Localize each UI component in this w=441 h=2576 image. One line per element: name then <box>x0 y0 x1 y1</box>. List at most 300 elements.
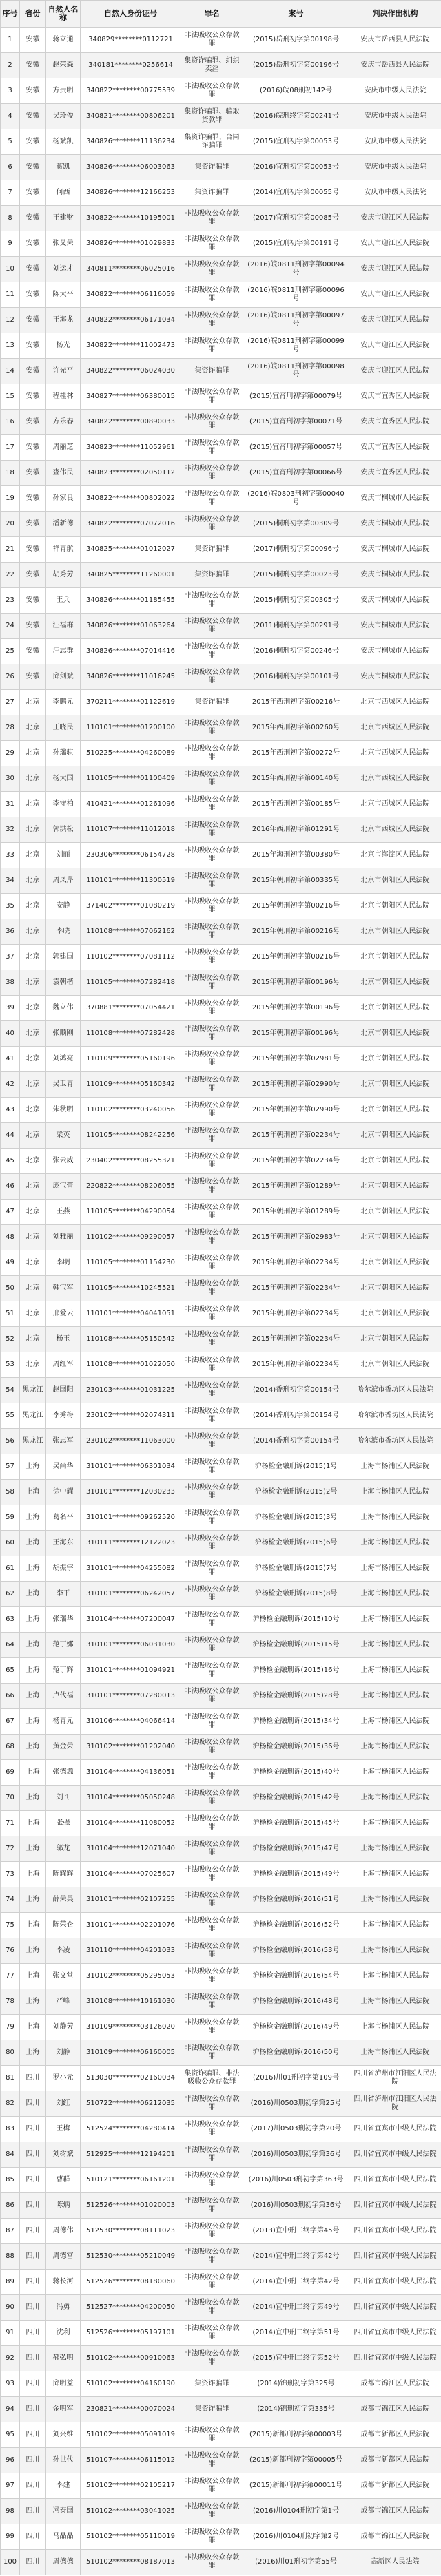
table-row <box>1 2015 441 2040</box>
cell-charge: 非法吸收公众存款罪 <box>181 664 243 690</box>
cell-province: 北京 <box>20 1072 46 1098</box>
cell-province: 上海 <box>20 1633 46 1658</box>
cell-court: 四川省宜宾市中级人民法院 <box>349 2295 441 2321</box>
cell-court: 北京市朝阳区人民法院 <box>349 1149 441 1174</box>
cell-id-number: 110105********01154230 <box>81 1250 181 1276</box>
cell-case-number: 沪杨检金融刑诉(2016)54号 <box>243 1964 349 1989</box>
header-court: 判决作出机构 <box>349 1 441 28</box>
cell-court: 北京市西城区人民法院 <box>349 766 441 792</box>
cell-court: 安庆市迎江区人民法院 <box>349 359 441 384</box>
cell-index: 4 <box>1 104 20 129</box>
cell-id-number: 310104********07200047 <box>81 1607 181 1633</box>
cell-case-number: 沪杨检金融刑诉(2015)16号 <box>243 1658 349 1684</box>
cell-court: 上海市杨浦区人民法院 <box>349 2040 441 2066</box>
cell-index: 16 <box>1 410 20 435</box>
cell-case-number: (2015)宜宵刑初字第00071号 <box>243 410 349 435</box>
cell-court: 成都市新都区人民法院 <box>349 2422 441 2448</box>
cell-province: 北京 <box>20 1301 46 1327</box>
cell-case-number: 沪杨检金融刑诉(2015)6号 <box>243 1531 349 1556</box>
cell-index: 63 <box>1 1607 20 1633</box>
cell-charge: 非法吸收公众存款罪 <box>181 2346 243 2371</box>
table-row <box>1 1021 441 1047</box>
cell-id-number: 110105********07282418 <box>81 970 181 996</box>
cell-index: 55 <box>1 1403 20 1429</box>
table-header-row <box>1 1 441 28</box>
cell-case-number: (2015)宜刑初字第00191号 <box>243 231 349 257</box>
cell-case-number: (2016)皖刑终字第00241号 <box>243 104 349 129</box>
cell-person-name: 王梅 <box>46 2117 81 2142</box>
cell-charge: 非法吸收公众存款罪 <box>181 1709 243 1735</box>
cell-index: 31 <box>1 792 20 817</box>
cell-province: 安徽 <box>20 359 46 384</box>
cell-index: 37 <box>1 945 20 970</box>
table-row <box>1 1123 441 1149</box>
cell-index: 64 <box>1 1633 20 1658</box>
cell-court: 安庆市迎江区人民法院 <box>349 333 441 359</box>
cell-court: 四川省宜宾市中级人民法院 <box>349 2168 441 2193</box>
cell-index: 12 <box>1 308 20 333</box>
cell-province: 四川 <box>20 2142 46 2168</box>
cell-case-number: (2016)川0503刑初字第36号 <box>243 2142 349 2168</box>
cell-case-number: 沪杨检金融刑诉(2015)42号 <box>243 1786 349 1811</box>
cell-province: 黑龙江 <box>20 1429 46 1454</box>
cell-province: 北京 <box>20 894 46 919</box>
cell-court: 成都市锦江区人民法院 <box>349 2524 441 2550</box>
cell-province: 北京 <box>20 766 46 792</box>
cell-case-number: (2014)香刑初字第00154号 <box>243 1429 349 1454</box>
cell-case-number: 2015年朝刑初字第02234号 <box>243 1327 349 1352</box>
table-row <box>1 1276 441 1301</box>
cell-province: 四川 <box>20 2244 46 2270</box>
cell-charge: 非法吸收公众存款罪 <box>181 1047 243 1072</box>
cell-charge: 非法吸收公众存款罪 <box>181 461 243 486</box>
cell-index: 43 <box>1 1098 20 1123</box>
cell-province: 北京 <box>20 817 46 843</box>
cell-id-number: 310102********01202040 <box>81 1735 181 1760</box>
cell-index: 39 <box>1 996 20 1021</box>
cell-case-number: (2017)桐刑初字第00096号 <box>243 537 349 563</box>
cell-charge: 非法吸收公众存款罪 <box>181 1454 243 1480</box>
cell-case-number: 2015年朝刑初字第00335号 <box>243 868 349 894</box>
cell-court: 北京市朝阳区人民法院 <box>349 1327 441 1352</box>
cell-province: 安徽 <box>20 461 46 486</box>
cell-province: 上海 <box>20 1735 46 1760</box>
cell-id-number: 340822********00775539 <box>81 78 181 104</box>
cell-index: 40 <box>1 1021 20 1047</box>
table-row <box>1 1786 441 1811</box>
cell-province: 北京 <box>20 1123 46 1149</box>
cell-index: 51 <box>1 1301 20 1327</box>
cell-case-number: 2015年海刑初字第00380号 <box>243 843 349 868</box>
cell-id-number: 340823********02050112 <box>81 461 181 486</box>
cell-charge: 非法吸收公众存款罪 <box>181 1378 243 1403</box>
cell-person-name: 吴卫青 <box>46 1072 81 1098</box>
cell-charge: 非法吸收公众存款罪 <box>181 2168 243 2193</box>
cell-index: 70 <box>1 1786 20 1811</box>
table-row <box>1 2117 441 2142</box>
cell-charge: 非法吸收公众存款罪 <box>181 2142 243 2168</box>
cell-id-number: 340822********07072016 <box>81 512 181 537</box>
header-charge: 罪名 <box>181 1 243 28</box>
cell-person-name: 张志军 <box>46 1429 81 1454</box>
cell-province: 四川 <box>20 2473 46 2499</box>
cell-person-name: 周丽芝 <box>46 435 81 461</box>
cell-court: 北京市朝阳区人民法院 <box>349 1123 441 1149</box>
cell-index: 91 <box>1 2321 20 2346</box>
table-row <box>1 180 441 206</box>
cell-id-number: 340825********11260001 <box>81 563 181 588</box>
cell-person-name: 朱秋明 <box>46 1098 81 1123</box>
cell-index: 59 <box>1 1505 20 1531</box>
cell-id-number: 370881********07054421 <box>81 996 181 1021</box>
cell-id-number: 110108********05150542 <box>81 1327 181 1352</box>
cell-id-number: 310104********04136051 <box>81 1760 181 1786</box>
cell-province: 北京 <box>20 715 46 741</box>
cell-province: 上海 <box>20 1582 46 1607</box>
cell-province: 四川 <box>20 2397 46 2422</box>
table-row <box>1 1378 441 1403</box>
cell-province: 四川 <box>20 2499 46 2524</box>
cell-id-number: 340822********06024030 <box>81 359 181 384</box>
cell-charge: 非法吸收公众存款罪 <box>181 28 243 53</box>
cell-court: 上海市杨浦区人民法院 <box>349 1633 441 1658</box>
cell-person-name: 邱剑斌 <box>46 664 81 690</box>
cell-charge: 非法吸收公众存款罪 <box>181 1200 243 1225</box>
cell-case-number: 2015年朝刑初字第00216号 <box>243 894 349 919</box>
cell-person-name: 王兵 <box>46 588 81 614</box>
cell-case-number: 2015年朝刑初字第02234号 <box>243 1276 349 1301</box>
cell-index: 86 <box>1 2193 20 2219</box>
cell-court: 安庆市岳西县人民法院 <box>349 28 441 53</box>
cell-court: 哈尔滨市香坊区人民法院 <box>349 1403 441 1429</box>
cell-province: 四川 <box>20 2550 46 2575</box>
table-row <box>1 2321 441 2346</box>
cell-case-number: 沪杨检金融刑诉(2016)51号 <box>243 1887 349 1913</box>
cell-case-number: 2015年朝刑初字第02983号 <box>243 1225 349 1250</box>
cell-charge: 非法吸收公众存款罪 <box>181 1276 243 1301</box>
cell-index: 17 <box>1 435 20 461</box>
cell-court: 安庆市桐城市人民法院 <box>349 639 441 664</box>
cell-id-number: 310104********12071040 <box>81 1836 181 1862</box>
table-row <box>1 1531 441 1556</box>
table-row <box>1 1709 441 1735</box>
table-row <box>1 1403 441 1429</box>
table-row <box>1 1225 441 1250</box>
cell-charge: 非法吸收公众存款罪 <box>181 486 243 512</box>
cell-court: 北京市朝阳区人民法院 <box>349 868 441 894</box>
cell-charge: 非法吸收公众存款罪 <box>181 1658 243 1684</box>
cell-province: 安徽 <box>20 614 46 639</box>
table-row <box>1 1505 441 1531</box>
table-row <box>1 359 441 384</box>
cell-charge: 非法吸收公众存款罪 <box>181 257 243 282</box>
cell-id-number: 512530********08111023 <box>81 2219 181 2244</box>
cell-index: 96 <box>1 2448 20 2473</box>
table-row <box>1 817 441 843</box>
cell-id-number: 340822********10195001 <box>81 206 181 231</box>
table-row <box>1 28 441 53</box>
cell-court: 安庆市岳西县人民法院 <box>349 53 441 78</box>
cell-index: 20 <box>1 512 20 537</box>
cell-charge: 非法吸收公众存款罪 <box>181 588 243 614</box>
cell-id-number: 310109********06160005 <box>81 2040 181 2066</box>
cell-case-number: 2015年西刑初字第00216号 <box>243 690 349 715</box>
table-row <box>1 1684 441 1709</box>
cell-charge: 非法吸收公众存款罪 <box>181 78 243 104</box>
cell-person-name: 刘雅丽 <box>46 1225 81 1250</box>
cell-case-number: (2016)皖0803刑初字第00040号 <box>243 486 349 512</box>
table-row <box>1 1174 441 1200</box>
cell-id-number: 310111********12122023 <box>81 1531 181 1556</box>
cell-index: 61 <box>1 1556 20 1582</box>
cell-id-number: 510102********05091019 <box>81 2422 181 2448</box>
cell-person-name: 杨光 <box>46 333 81 359</box>
cell-case-number: 沪杨检金融刑诉(2015)34号 <box>243 1709 349 1735</box>
cell-index: 76 <box>1 1938 20 1964</box>
cell-province: 上海 <box>20 2015 46 2040</box>
table-row <box>1 1887 441 1913</box>
cell-province: 安徽 <box>20 512 46 537</box>
cell-case-number: (2016)皖0811刑初字第00099号 <box>243 333 349 359</box>
cell-province: 上海 <box>20 1684 46 1709</box>
cell-case-number: (2016)皖0811刑初字第00096号 <box>243 282 349 308</box>
cell-province: 黑龙江 <box>20 1403 46 1429</box>
cell-province: 上海 <box>20 1556 46 1582</box>
table-row <box>1 2448 441 2473</box>
cell-id-number: 371402********01080219 <box>81 894 181 919</box>
cell-index: 65 <box>1 1658 20 1684</box>
cell-court: 安庆市中级人民法院 <box>349 129 441 155</box>
cell-charge: 非法吸收公众存款罪 <box>181 2193 243 2219</box>
cell-charge: 非法吸收公众存款罪 <box>181 2270 243 2295</box>
cell-index: 79 <box>1 2015 20 2040</box>
cell-charge: 非法吸收公众存款罪 <box>181 1938 243 1964</box>
table-row <box>1 2040 441 2066</box>
table-row <box>1 1149 441 1174</box>
cell-court: 北京市西城区人民法院 <box>349 817 441 843</box>
cell-index: 2 <box>1 53 20 78</box>
table-row <box>1 1072 441 1098</box>
cell-id-number: 110108********01022050 <box>81 1352 181 1378</box>
table-row <box>1 639 441 664</box>
cell-province: 安徽 <box>20 231 46 257</box>
cell-id-number: 513030********02160034 <box>81 2066 181 2091</box>
cell-court: 四川省宜宾市中级人民法院 <box>349 2321 441 2346</box>
cell-court: 四川省宜宾市中级人民法院 <box>349 2346 441 2371</box>
cell-id-number: 310101********09262520 <box>81 1505 181 1531</box>
cell-province: 北京 <box>20 1225 46 1250</box>
cell-court: 四川省泸州市江阳区人民法院 <box>349 2091 441 2117</box>
table-row <box>1 2422 441 2448</box>
cell-id-number: 110105********01100409 <box>81 766 181 792</box>
cell-charge: 非法吸收公众存款罪 <box>181 1811 243 1836</box>
cell-person-name: 杨斌凯 <box>46 129 81 155</box>
table-row <box>1 1913 441 1938</box>
cell-charge: 非法吸收公众存款罪 <box>181 1760 243 1786</box>
cell-case-number: (2015)桐刑初字第00023号 <box>243 563 349 588</box>
cell-charge: 非法吸收公众存款罪 <box>181 868 243 894</box>
cell-person-name: 杨青元 <box>46 1709 81 1735</box>
cell-court: 上海市杨浦区人民法院 <box>349 1836 441 1862</box>
cell-case-number: (2016)川01刑初字第55号 <box>243 2550 349 2575</box>
cell-charge: 非法吸收公众存款罪 <box>181 1607 243 1633</box>
table-row <box>1 1862 441 1887</box>
header-id-number: 自然人身份证号 <box>81 1 181 28</box>
cell-court: 北京市海淀区人民法院 <box>349 843 441 868</box>
cell-charge: 非法吸收公众存款罪 <box>181 766 243 792</box>
cell-province: 安徽 <box>20 206 46 231</box>
cell-person-name: 周红军 <box>46 1352 81 1378</box>
cell-case-number: (2016)川0503刑初字第363号 <box>243 2168 349 2193</box>
cell-case-number: 沪杨检金融刑诉(2015)45号 <box>243 1811 349 1836</box>
cell-index: 73 <box>1 1862 20 1887</box>
cell-index: 49 <box>1 1250 20 1276</box>
cell-person-name: 孙世代 <box>46 2448 81 2473</box>
cell-index: 75 <box>1 1913 20 1938</box>
cell-case-number: (2015)宜宵刑初字第00079号 <box>243 384 349 410</box>
cell-province: 上海 <box>20 1836 46 1862</box>
cell-court: 北京市朝阳区人民法院 <box>349 1047 441 1072</box>
cell-index: 74 <box>1 1887 20 1913</box>
cell-court: 北京市朝阳区人民法院 <box>349 919 441 945</box>
cell-id-number: 340822********00890033 <box>81 410 181 435</box>
cell-case-number: (2015)宜宵刑初字第00066号 <box>243 461 349 486</box>
cell-case-number: 2015年西刑初字第00185号 <box>243 792 349 817</box>
cell-charge: 非法吸收公众存款罪 <box>181 1989 243 2015</box>
cell-province: 安徽 <box>20 282 46 308</box>
cell-charge: 非法吸收公众存款罪 <box>181 1174 243 1200</box>
cell-case-number: 沪杨检金融刑诉(2015)36号 <box>243 1735 349 1760</box>
table-row <box>1 945 441 970</box>
cell-case-number: 2016年西刑初字第01291号 <box>243 817 349 843</box>
header-index: 序号 <box>1 1 20 28</box>
cell-charge: 非法吸收公众存款罪 <box>181 1887 243 1913</box>
cell-index: 30 <box>1 766 20 792</box>
cell-id-number: 310101********02201076 <box>81 1913 181 1938</box>
cell-index: 77 <box>1 1964 20 1989</box>
cell-charge: 非法吸收公众存款罪 <box>181 1582 243 1607</box>
cell-id-number: 110105********08242256 <box>81 1123 181 1149</box>
cell-charge: 非法吸收公众存款罪 <box>181 1964 243 1989</box>
cell-id-number: 510102********02105217 <box>81 2473 181 2499</box>
cell-case-number: (2016)皖0811刑初字第00097号 <box>243 308 349 333</box>
cell-person-name: 李鹏元 <box>46 690 81 715</box>
cell-case-number: (2015)宜中刑二终字第52号 <box>243 2346 349 2371</box>
cell-province: 四川 <box>20 2295 46 2321</box>
cell-province: 上海 <box>20 1964 46 1989</box>
cell-case-number: (2015)岳刑初字第00198号 <box>243 28 349 53</box>
cell-person-name: 王建财 <box>46 206 81 231</box>
cell-person-name: 徐中耀 <box>46 1480 81 1505</box>
cell-court: 上海市杨浦区人民法院 <box>349 1658 441 1684</box>
cell-court: 安庆市桐城市人民法院 <box>349 563 441 588</box>
table-row <box>1 2066 441 2091</box>
table-row <box>1 1964 441 1989</box>
cell-province: 四川 <box>20 2117 46 2142</box>
cell-id-number: 340826********06003063 <box>81 155 181 180</box>
cell-person-name: 郭建国 <box>46 945 81 970</box>
cell-court: 安庆市中级人民法院 <box>349 78 441 104</box>
cell-id-number: 510225********04260089 <box>81 741 181 766</box>
cell-charge: 集资诈骗罪 <box>181 359 243 384</box>
cell-province: 上海 <box>20 1505 46 1531</box>
cell-index: 56 <box>1 1429 20 1454</box>
cell-person-name: 范丁娜 <box>46 1633 81 1658</box>
cell-index: 78 <box>1 1989 20 2015</box>
cell-id-number: 110105********10245521 <box>81 1276 181 1301</box>
cell-province: 四川 <box>20 2422 46 2448</box>
cell-id-number: 510102********00910063 <box>81 2346 181 2371</box>
cell-person-name: 方乐春 <box>46 410 81 435</box>
cell-index: 14 <box>1 359 20 384</box>
cell-province: 北京 <box>20 1200 46 1225</box>
cell-case-number: 2015年朝刑初字第00196号 <box>243 996 349 1021</box>
cell-charge: 非法吸收公众存款罪 <box>181 614 243 639</box>
cell-person-name: 张强 <box>46 1811 81 1836</box>
cell-charge: 集资诈骗罪 <box>181 563 243 588</box>
cell-court: 安庆市桐城市人民法院 <box>349 664 441 690</box>
table-row <box>1 766 441 792</box>
cell-case-number: 2015年朝刑初字第02990号 <box>243 1072 349 1098</box>
cell-charge: 非法吸收公众存款罪 <box>181 2219 243 2244</box>
cell-court: 北京市朝阳区人民法院 <box>349 1200 441 1225</box>
cell-person-name: 杨大国 <box>46 766 81 792</box>
cell-court: 北京市朝阳区人民法院 <box>349 1250 441 1276</box>
table-row <box>1 104 441 129</box>
cell-charge: 非法吸收公众存款罪 <box>181 1098 243 1123</box>
cell-person-name: 吴玲俊 <box>46 104 81 129</box>
cell-person-name: 张顺刚 <box>46 1021 81 1047</box>
cell-case-number: 沪杨检金融刑诉(2015)15号 <box>243 1633 349 1658</box>
cell-id-number: 512524********04280414 <box>81 2117 181 2142</box>
cell-court: 安庆市迎江区人民法院 <box>349 231 441 257</box>
cell-index: 50 <box>1 1276 20 1301</box>
cell-province: 四川 <box>20 2524 46 2550</box>
cell-index: 82 <box>1 2091 20 2117</box>
cell-province: 北京 <box>20 843 46 868</box>
cell-id-number: 110109********05160196 <box>81 1047 181 1072</box>
cell-person-name: 赵荣森 <box>46 53 81 78</box>
cell-index: 29 <box>1 741 20 766</box>
cell-charge: 非法吸收公众存款罪 <box>181 715 243 741</box>
cell-index: 88 <box>1 2244 20 2270</box>
table-row <box>1 919 441 945</box>
cell-court: 安庆市宜秀区人民法院 <box>349 410 441 435</box>
cell-person-name: 曹群 <box>46 2168 81 2193</box>
cell-id-number: 340811********06025016 <box>81 257 181 282</box>
cell-id-number: 110108********07062162 <box>81 919 181 945</box>
cell-index: 32 <box>1 817 20 843</box>
cell-id-number: 512527********04200050 <box>81 2295 181 2321</box>
cell-id-number: 230402********08255321 <box>81 1149 181 1174</box>
cell-court: 北京市朝阳区人民法院 <box>349 1301 441 1327</box>
cell-province: 四川 <box>20 2270 46 2295</box>
cell-province: 北京 <box>20 996 46 1021</box>
cell-charge: 非法吸收公众存款罪 <box>181 1072 243 1098</box>
cell-province: 北京 <box>20 1021 46 1047</box>
table-row <box>1 792 441 817</box>
cell-court: 成都市新都区人民法院 <box>349 2473 441 2499</box>
cell-id-number: 310101********06031030 <box>81 1633 181 1658</box>
cell-charge: 非法吸收公众存款罪 <box>181 333 243 359</box>
header-case-number: 案号 <box>243 1 349 28</box>
cell-court: 北京市西城区人民法院 <box>349 690 441 715</box>
table-row <box>1 894 441 919</box>
cell-index: 34 <box>1 868 20 894</box>
cell-person-name: 张艾荣 <box>46 231 81 257</box>
cell-case-number: (2014)香刑初字第00154号 <box>243 1378 349 1403</box>
cell-index: 84 <box>1 2142 20 2168</box>
